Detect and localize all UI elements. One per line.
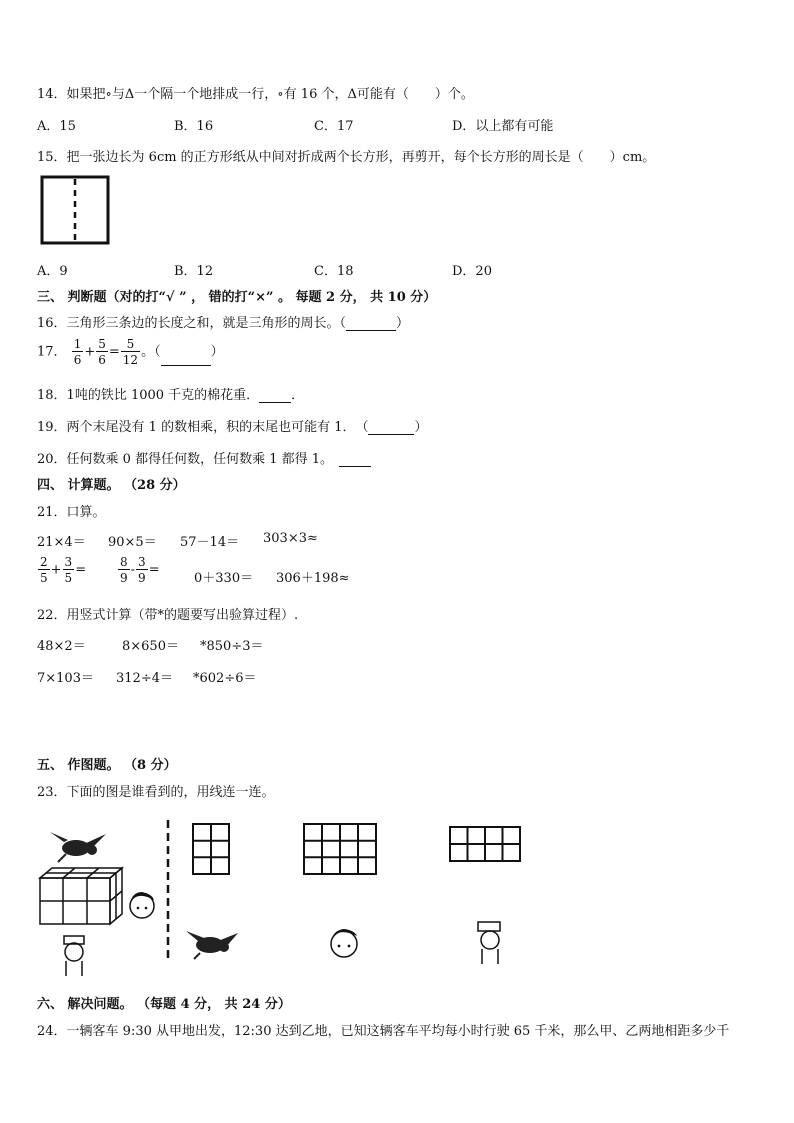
denominator: 6 [98,353,106,367]
question-23: 23．下面的图是谁看到的，用线连一连。 [37,785,275,800]
question-20 [37,448,371,467]
numerator: 3 [64,555,73,569]
boy-with-hat-icon [64,936,84,976]
answer-blank[interactable] [368,434,414,435]
question-19 [37,416,428,435]
calc-21-5 [37,556,86,584]
section-3-title: 三、 判断题（对的打“√ ” ， 错的打“×” 。 每题 2 分， 共 10 分） [37,290,437,305]
operator: + [84,344,96,360]
calc-22-6: *602÷6＝ [193,671,257,686]
answer-blank[interactable] [161,365,211,366]
fraction [118,556,130,584]
fraction [63,556,75,584]
calc-22-5: 312÷4＝ [116,671,173,686]
bird-icon [184,925,242,961]
question-18 [37,384,304,403]
question-16-close: ） [396,316,410,331]
option-b[interactable]: B．16 [174,119,214,134]
question-19-text: 19．两个末尾没有 1 的数相乘，积的末尾也可能有 1． （ [37,420,369,435]
folded-square-figure [40,175,112,247]
boy-with-hat-icon [470,918,510,966]
question-17-tail: 。（ [141,344,161,360]
answer-blank[interactable] [346,330,396,331]
section-4-title: 四、 计算题。 （28 分） [37,478,186,493]
calc-21-3: 57－14＝ [180,535,240,550]
question-15: 15．把一张边长为 6cm 的正方形纸从中间对折成两个长方形，再剪开，每个长方形的周长是（ ）cm。 [37,150,656,165]
calc-21-1: 21×4＝ [37,535,86,550]
denominator: 9 [138,571,146,585]
operator: = [75,562,87,578]
numerator: 3 [138,555,146,569]
option-d[interactable]: D．以上都有可能 [452,119,554,134]
option-c[interactable]: C．18 [314,264,354,279]
operator: - [130,562,136,578]
answer-blank[interactable] [259,402,291,403]
option-a[interactable]: A．9 [37,264,68,279]
operator: + [50,562,62,578]
denominator: 5 [40,571,48,585]
numerator: 5 [98,337,106,351]
calc-21-2: 90×5＝ [108,535,157,550]
numerator: 1 [73,337,82,351]
denominator: 9 [120,571,128,585]
calc-21-4: 303×3≈ [263,531,318,546]
child-icon [324,922,364,964]
calc-22-3: *850÷3＝ [200,639,264,654]
operator: = [148,562,160,578]
calc-21-7: 0＋330＝ [194,571,254,586]
denominator: 12 [122,353,139,367]
question-16-text: 16．三角形三条边的长度之和，就是三角形的周长。（ [37,316,347,331]
fraction [38,556,50,584]
dashed-divider [164,818,172,960]
view-grid-4x2 [449,826,521,862]
bird-icon [50,832,106,862]
numerator: 2 [40,555,48,569]
section-5-title: 五、 作图题。 （8 分） [37,758,177,773]
calc-21-8: 306＋198≈ [276,571,350,586]
fraction [121,338,140,366]
option-c[interactable]: C．17 [314,119,354,134]
question-17-label: 17． [37,344,67,360]
question-24: 24．一辆客车 9:30 从甲地出发，12:30 达到乙地，已知这辆客车平均每小时行驶 65 千米，那么甲、乙两地相距多少千 [37,1024,730,1039]
calc-21-6 [117,556,160,584]
fraction [72,338,84,366]
denominator: 6 [73,353,82,367]
section-6-title: 六、 解决问题。 （每题 4 分， 共 24 分） [37,997,291,1012]
calc-22-2: 8×650＝ [122,639,179,654]
child-icon [130,892,154,918]
question-22-title: 22．用竖式计算（带*的题要写出验算过程）. [37,608,299,623]
calc-22-1: 48×2＝ [37,639,86,654]
question-16 [37,312,409,331]
question-18-end: ． [291,388,305,403]
question-17 [37,338,224,366]
option-b[interactable]: B．12 [174,264,214,279]
question-18-text: 18．1吨的铁比 1000 千克的棉花重． [37,388,260,403]
option-a[interactable]: A．15 [37,119,76,134]
question-21-title: 21．口算。 [37,505,106,520]
denominator: 5 [64,571,73,585]
answer-blank[interactable] [339,466,371,467]
observation-scene [36,828,161,978]
fraction [96,338,108,366]
question-14: 14．如果把∘与Δ一个隔一个地排成一行，∘有 16 个，Δ可能有（ ）个。 [37,87,474,102]
question-19-close: ） [414,420,428,435]
view-grid-2x3 [192,823,230,875]
fraction [136,556,148,584]
operator: = [108,344,120,360]
option-d[interactable]: D．20 [452,264,492,279]
question-17-close: ） [210,344,224,360]
view-grid-4x3 [303,823,377,875]
numerator: 5 [121,338,140,352]
numerator: 8 [120,555,128,569]
question-20-text: 20．任何数乘 0 都得任何数，任何数乘 1 都得 1。 [37,452,334,467]
cube-stack [40,868,122,924]
calc-22-4: 7×103＝ [37,671,94,686]
